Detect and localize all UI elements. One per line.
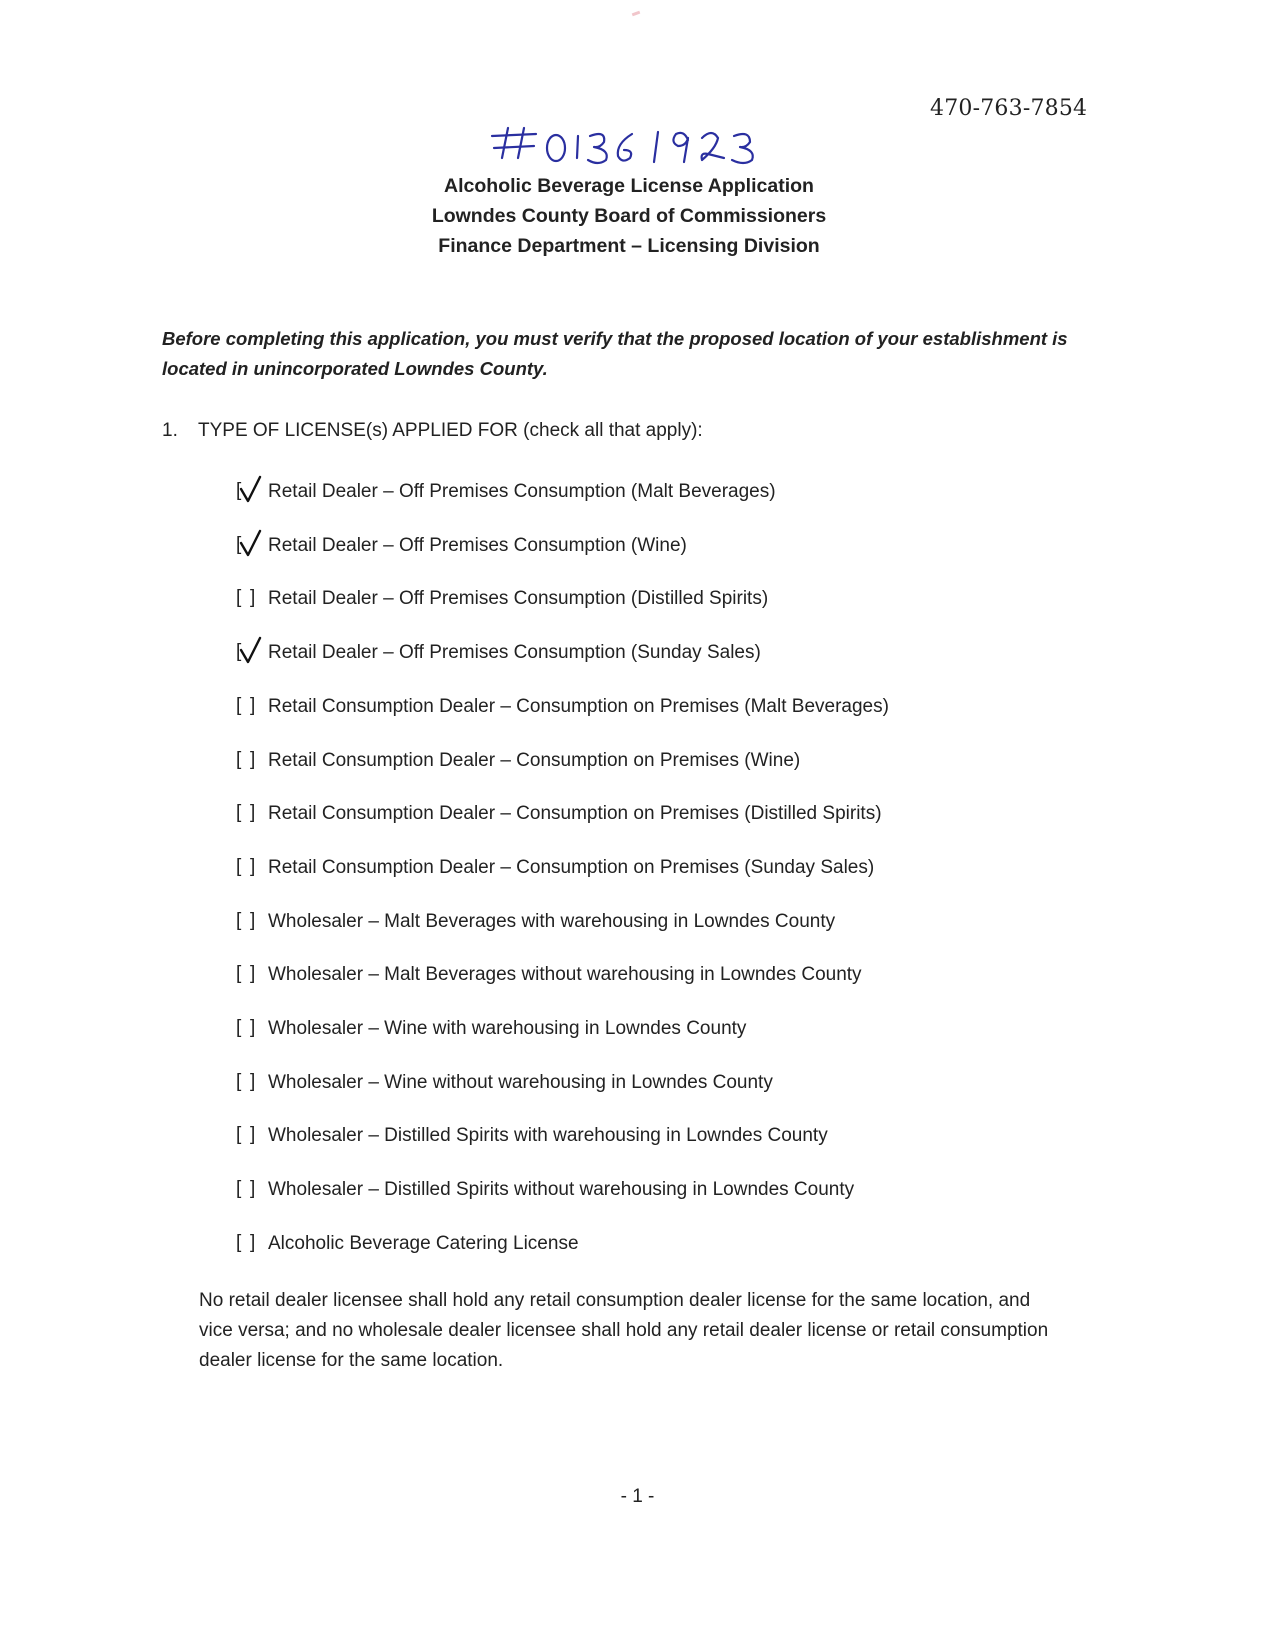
license-option[interactable] xyxy=(236,1016,746,1042)
license-option[interactable] xyxy=(236,962,862,988)
license-option-label: Retail Consumption Dealer – Consumption on Premises (Sunday Sales) xyxy=(268,856,875,878)
checkbox-unchecked[interactable] xyxy=(236,586,266,612)
restriction-note-line-2: vice versa; and no wholesale dealer licensee shall hold any retail dealer license or retail consumption xyxy=(199,1320,1049,1341)
license-option[interactable] xyxy=(236,1123,828,1149)
bracket-left: [ xyxy=(236,1231,242,1253)
department-name: Finance Department – Licensing Division xyxy=(438,235,820,257)
bracket-left: [ xyxy=(236,1070,242,1092)
checkbox-unchecked[interactable] xyxy=(236,694,266,720)
checkbox-unchecked[interactable] xyxy=(236,855,266,881)
question-number: 1. xyxy=(162,420,178,441)
bracket-right: ] xyxy=(250,587,256,609)
bracket-right: ] xyxy=(250,1070,256,1092)
question-text: TYPE OF LICENSE(s) APPLIED FOR (check all that apply): xyxy=(198,420,703,441)
license-option[interactable] xyxy=(236,640,761,666)
license-option-label: Wholesaler – Wine without warehousing in Lowndes County xyxy=(268,1071,773,1093)
license-option-label: Retail Consumption Dealer – Consumption on Premises (Distilled Spirits) xyxy=(268,803,882,825)
scan-artifact xyxy=(632,11,641,17)
checkbox-checked[interactable] xyxy=(236,640,266,666)
bracket-left: [ xyxy=(236,1178,242,1200)
bracket-right: ] xyxy=(250,1124,256,1146)
license-option[interactable] xyxy=(236,855,874,881)
license-option[interactable] xyxy=(236,479,776,505)
intro-instruction-line-1: Before completing this application, you must verify that the proposed location of your establishment is xyxy=(162,328,1068,349)
license-option[interactable] xyxy=(236,586,768,612)
checkbox-unchecked[interactable] xyxy=(236,909,266,935)
bracket-right: ] xyxy=(250,963,256,985)
bracket-left: [ xyxy=(236,587,242,609)
bracket-left: [ xyxy=(236,533,242,555)
checkbox-unchecked[interactable] xyxy=(236,748,266,774)
license-option-label: Wholesaler – Malt Beverages without warehousing in Lowndes County xyxy=(268,964,862,986)
license-option[interactable] xyxy=(236,1231,579,1257)
bracket-left: [ xyxy=(236,480,242,501)
license-option-label: Retail Dealer – Off Premises Consumption (Distilled Spirits) xyxy=(268,588,769,610)
bracket-right: ] xyxy=(250,1231,256,1253)
license-option[interactable] xyxy=(236,909,835,935)
issuing-body: Lowndes County Board of Commissioners xyxy=(431,205,827,227)
page-number: - 1 - xyxy=(620,1486,655,1507)
checkbox-unchecked[interactable] xyxy=(236,1231,266,1257)
bracket-left: [ xyxy=(236,963,242,985)
license-option[interactable] xyxy=(236,801,882,827)
bracket-right: ] xyxy=(250,909,256,931)
checkmark-icon xyxy=(236,634,266,666)
checkbox-checked[interactable] xyxy=(236,479,266,505)
license-option[interactable] xyxy=(236,748,800,774)
license-option-label: Alcoholic Beverage Catering License xyxy=(268,1232,579,1254)
license-option[interactable] xyxy=(236,1070,773,1096)
license-option-label: Retail Dealer – Off Premises Consumption (Malt Beverages) xyxy=(268,481,776,502)
license-option-label: Retail Consumption Dealer – Consumption on Premises (Wine) xyxy=(268,749,801,771)
license-option-label: Retail Dealer – Off Premises Consumption (Sunday Sales) xyxy=(268,642,761,664)
license-option[interactable] xyxy=(236,533,687,559)
checkbox-unchecked[interactable] xyxy=(236,1123,266,1149)
bracket-left: [ xyxy=(236,802,242,824)
bracket-right: ] xyxy=(250,855,256,877)
handwritten-number-icon xyxy=(488,122,778,170)
phone-number: 470-763-7854 xyxy=(930,96,1088,121)
license-option[interactable] xyxy=(236,1177,854,1203)
license-option-label: Wholesaler – Distilled Spirits without warehousing in Lowndes County xyxy=(268,1179,855,1201)
bracket-left: [ xyxy=(236,855,242,877)
license-option-label: Wholesaler – Distilled Spirits with warehousing in Lowndes County xyxy=(268,1125,828,1147)
license-option[interactable] xyxy=(236,694,889,720)
restriction-note-line-3: dealer license for the same location. xyxy=(199,1350,504,1371)
intro-instruction-line-2: located in unincorporated Lowndes County. xyxy=(162,358,548,379)
bracket-right: ] xyxy=(250,802,256,824)
checkbox-unchecked[interactable] xyxy=(236,801,266,827)
checkmark-icon xyxy=(236,473,266,505)
bracket-left: [ xyxy=(236,748,242,770)
bracket-left: [ xyxy=(236,909,242,931)
checkbox-unchecked[interactable] xyxy=(236,1177,266,1203)
bracket-right: ] xyxy=(250,1017,256,1038)
license-option-label: Retail Dealer – Off Premises Consumption (Wine) xyxy=(268,534,687,556)
bracket-left: [ xyxy=(236,694,242,716)
bracket-right: ] xyxy=(250,1178,256,1200)
bracket-right: ] xyxy=(250,748,256,770)
checkmark-icon xyxy=(236,527,266,559)
form-title: Alcoholic Beverage License Application xyxy=(444,175,814,197)
bracket-left: [ xyxy=(236,641,242,663)
license-option-label: Wholesaler – Wine with warehousing in Lowndes County xyxy=(268,1018,747,1039)
restriction-note-line-1: No retail dealer licensee shall hold any retail consumption dealer license for the same location, and xyxy=(199,1290,1031,1311)
checkbox-unchecked[interactable] xyxy=(236,962,266,988)
bracket-right: ] xyxy=(250,694,256,716)
license-option-label: Retail Consumption Dealer – Consumption on Premises (Malt Beverages) xyxy=(268,695,889,717)
checkbox-unchecked[interactable] xyxy=(236,1070,266,1096)
bracket-left: [ xyxy=(236,1124,242,1146)
license-option-label: Wholesaler – Malt Beverages with warehousing in Lowndes County xyxy=(268,910,836,932)
handwritten-application-number xyxy=(488,122,778,170)
checkbox-checked[interactable] xyxy=(236,533,266,559)
checkbox-unchecked[interactable] xyxy=(236,1016,266,1042)
bracket-left: [ xyxy=(236,1017,242,1038)
